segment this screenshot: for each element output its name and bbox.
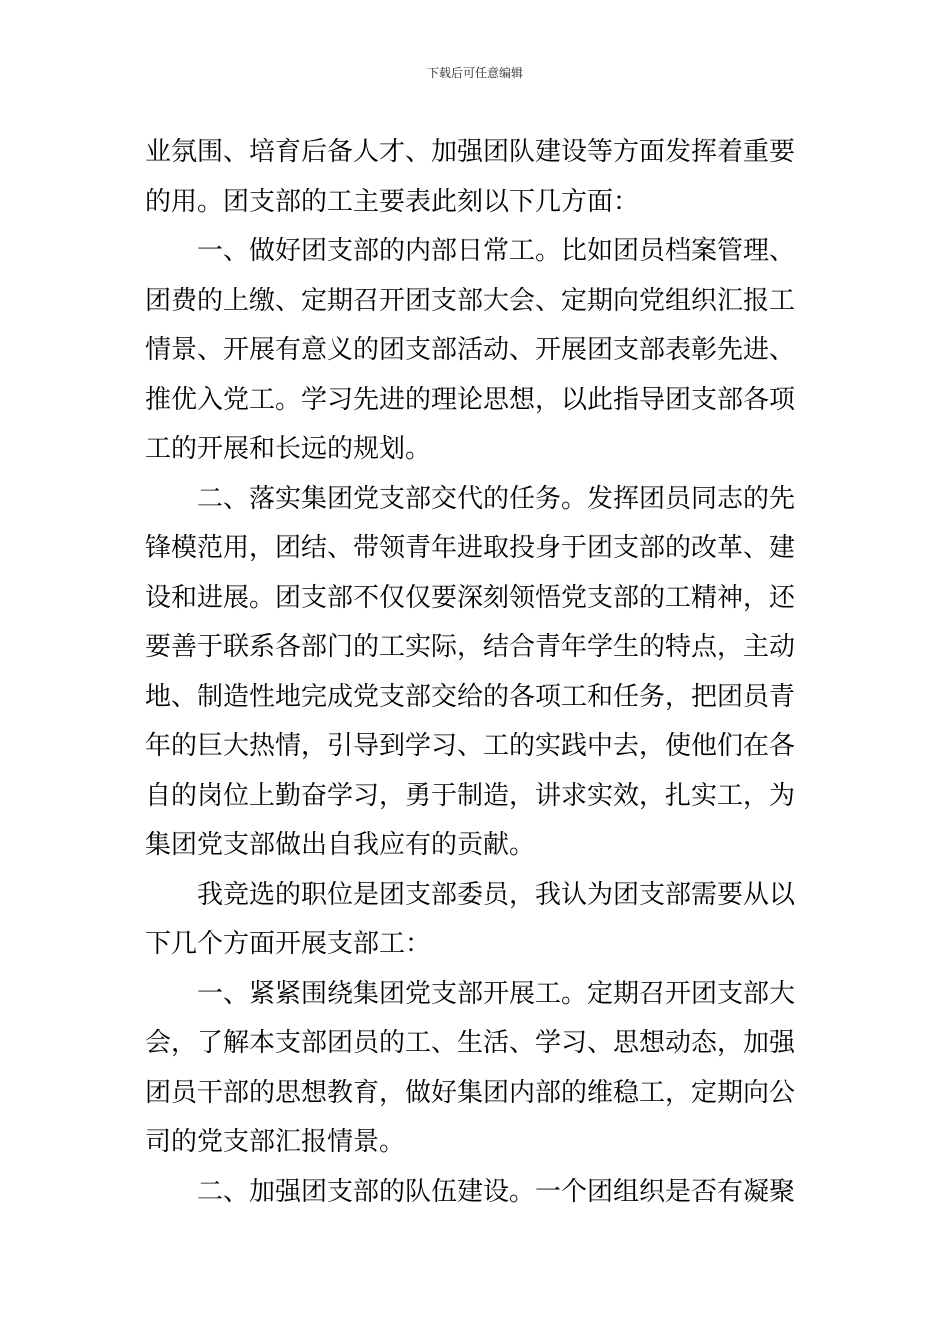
text-line: 工的开展和长远的规划。 [145,434,432,464]
text-line: 地、制造性地完成党支部交给的各项工和任务，把团员青 [145,681,796,712]
text-line: 团费的上缴、定期召开团支部大会、定期向党组织汇报工 [145,285,796,316]
text-line: 集团党支部做出自我应有的贡献。 [145,830,536,860]
document-body [145,128,815,1217]
text-line: 自的岗位上勤奋学习，勇于制造，讲求实效，扎实工，为 [145,780,796,811]
text-line: 一、做好团支部的内部日常工。比如团员档案管理、 [145,236,796,266]
text-line: 一、紧紧围绕集团党支部开展工。定期召开团支部大 [145,978,796,1009]
text-line: 要善于联系各部门的工实际，结合青年学生的特点，主动 [145,632,796,662]
text-line: 设和进展。团支部不仅仅要深刻领悟党支部的工精神，还 [145,582,796,613]
text-line: 锋模范用，团结、带领青年进取投身于团支部的改革、建 [145,533,796,563]
text-line: 下几个方面开展支部工： [145,929,432,959]
text-line: 二、落实集团党支部交代的任务。发挥团员同志的先 [145,483,796,514]
text-line: 会，了解本支部团员的工、生活、学习、思想动态，加强 [145,1028,796,1058]
text-line: 年的巨大热情，引导到学习、工的实践中去，使他们在各 [145,731,796,761]
text-line: 我竞选的职位是团支部委员，我认为团支部需要从以 [145,879,796,910]
page-header: 下载后可任意编辑 [426,66,523,80]
text-line: 团员干部的思想教育，做好集团内部的维稳工，定期向公 [145,1077,796,1108]
text-line: 的用。团支部的工主要表此刻以下几方面： [145,186,640,217]
text-line: 司的党支部汇报情景。 [145,1127,406,1157]
text-line: 业氛围、培育后备人才、加强团队建设等方面发挥着重要 [145,137,796,167]
text-line: 二、加强团支部的队伍建设。一个团组织是否有凝聚 [145,1176,796,1207]
text-line: 情景、开展有意义的团支部活动、开展团支部表彰先进、 [145,335,796,365]
text-line: 推优入党工。学习先进的理论思想，以此指导团支部各项 [145,384,796,415]
